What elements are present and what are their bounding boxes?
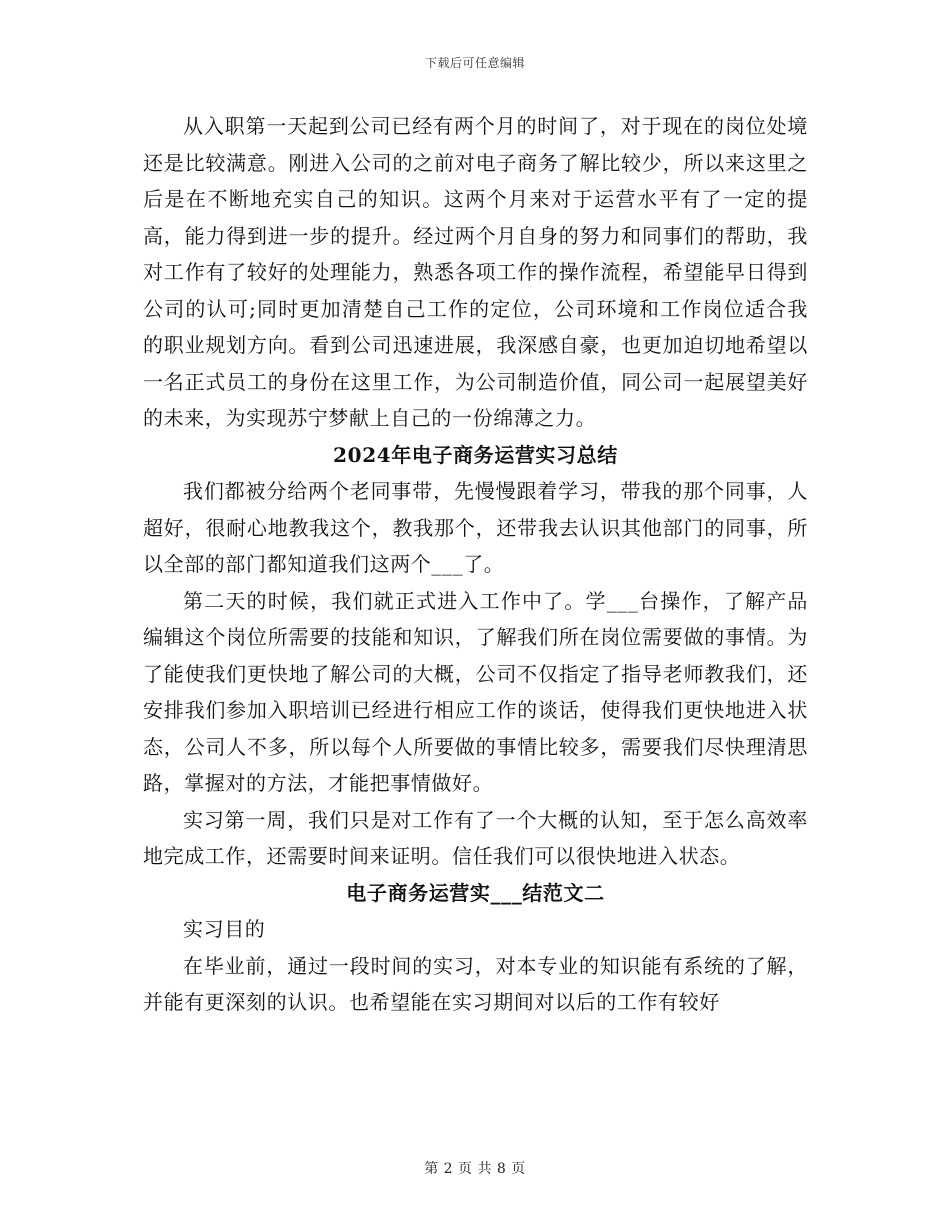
body-paragraph: 实习第一周，我们只是对工作有了一个大概的认知，至于怎么高效率地完成工作，还需要时间来证明。信任我们可以很快地进入状态。 [143,807,808,868]
page-number: 第 2 页 共 8 页 [424,1161,526,1177]
body-paragraph: 实习目的 [183,917,266,941]
section-heading: 2024年电子商务运营实习总结 [333,442,618,467]
body-paragraph: 第二天的时候，我们就正式进入工作中了。学___台操作，了解产品编辑这个岗位所需要的技能和知识，了解我们所在岗位需要做的事情。为了能使我们更快地了解公司的大概，公司不仅指定了指导老师教我们，还安排我们参加入职培训已经进行相应工作的谈话，使得我们更快地进入状态，公司人不多，所以每个人所要做的事情比较多，需要我们尽快理清思路，掌握对的方法，才能把事情做好。 [143,588,808,795]
document-header-note: 下载后可任意编辑 [424,56,525,70]
section-heading: 电子商务运营实___结范文二 [346,880,605,905]
body-paragraph: 在毕业前，通过一段时间的实习，对本专业的知识能有系统的了解，并能有更深刻的认识。也希望能在实习期间对以后的工作有较好 [143,953,808,1014]
document-body [143,108,808,1021]
body-paragraph: 从入职第一天起到公司已经有两个月的时间了，对于现在的岗位处境还是比较满意。刚进入公司的之前对电子商务了解比较少，所以来这里之后是在不断地充实自己的知识。这两个月来对于运营水平有了一定的提高，能力得到进一步的提升。经过两个月自身的努力和同事们的帮助，我对工作有了较好的处理能力，熟悉各项工作的操作流程，希望能早日得到公司的认可;同时更加清楚自己工作的定位，公司环境和工作岗位适合我的职业规划方向。看到公司迅速进展，我深感自豪，也更加迫切地希望以一名正式员工的身份在这里工作，为公司制造价值，同公司一起展望美好的未来，为实现苏宁梦献上自己的一份绵薄之力。 [143,114,808,430]
body-paragraph: 我们都被分给两个老同事带，先慢慢跟着学习，带我的那个同事，人超好，很耐心地教我这个，教我那个，还带我去认识其他部门的同事，所以全部的部门都知道我们这两个___了。 [143,479,808,576]
